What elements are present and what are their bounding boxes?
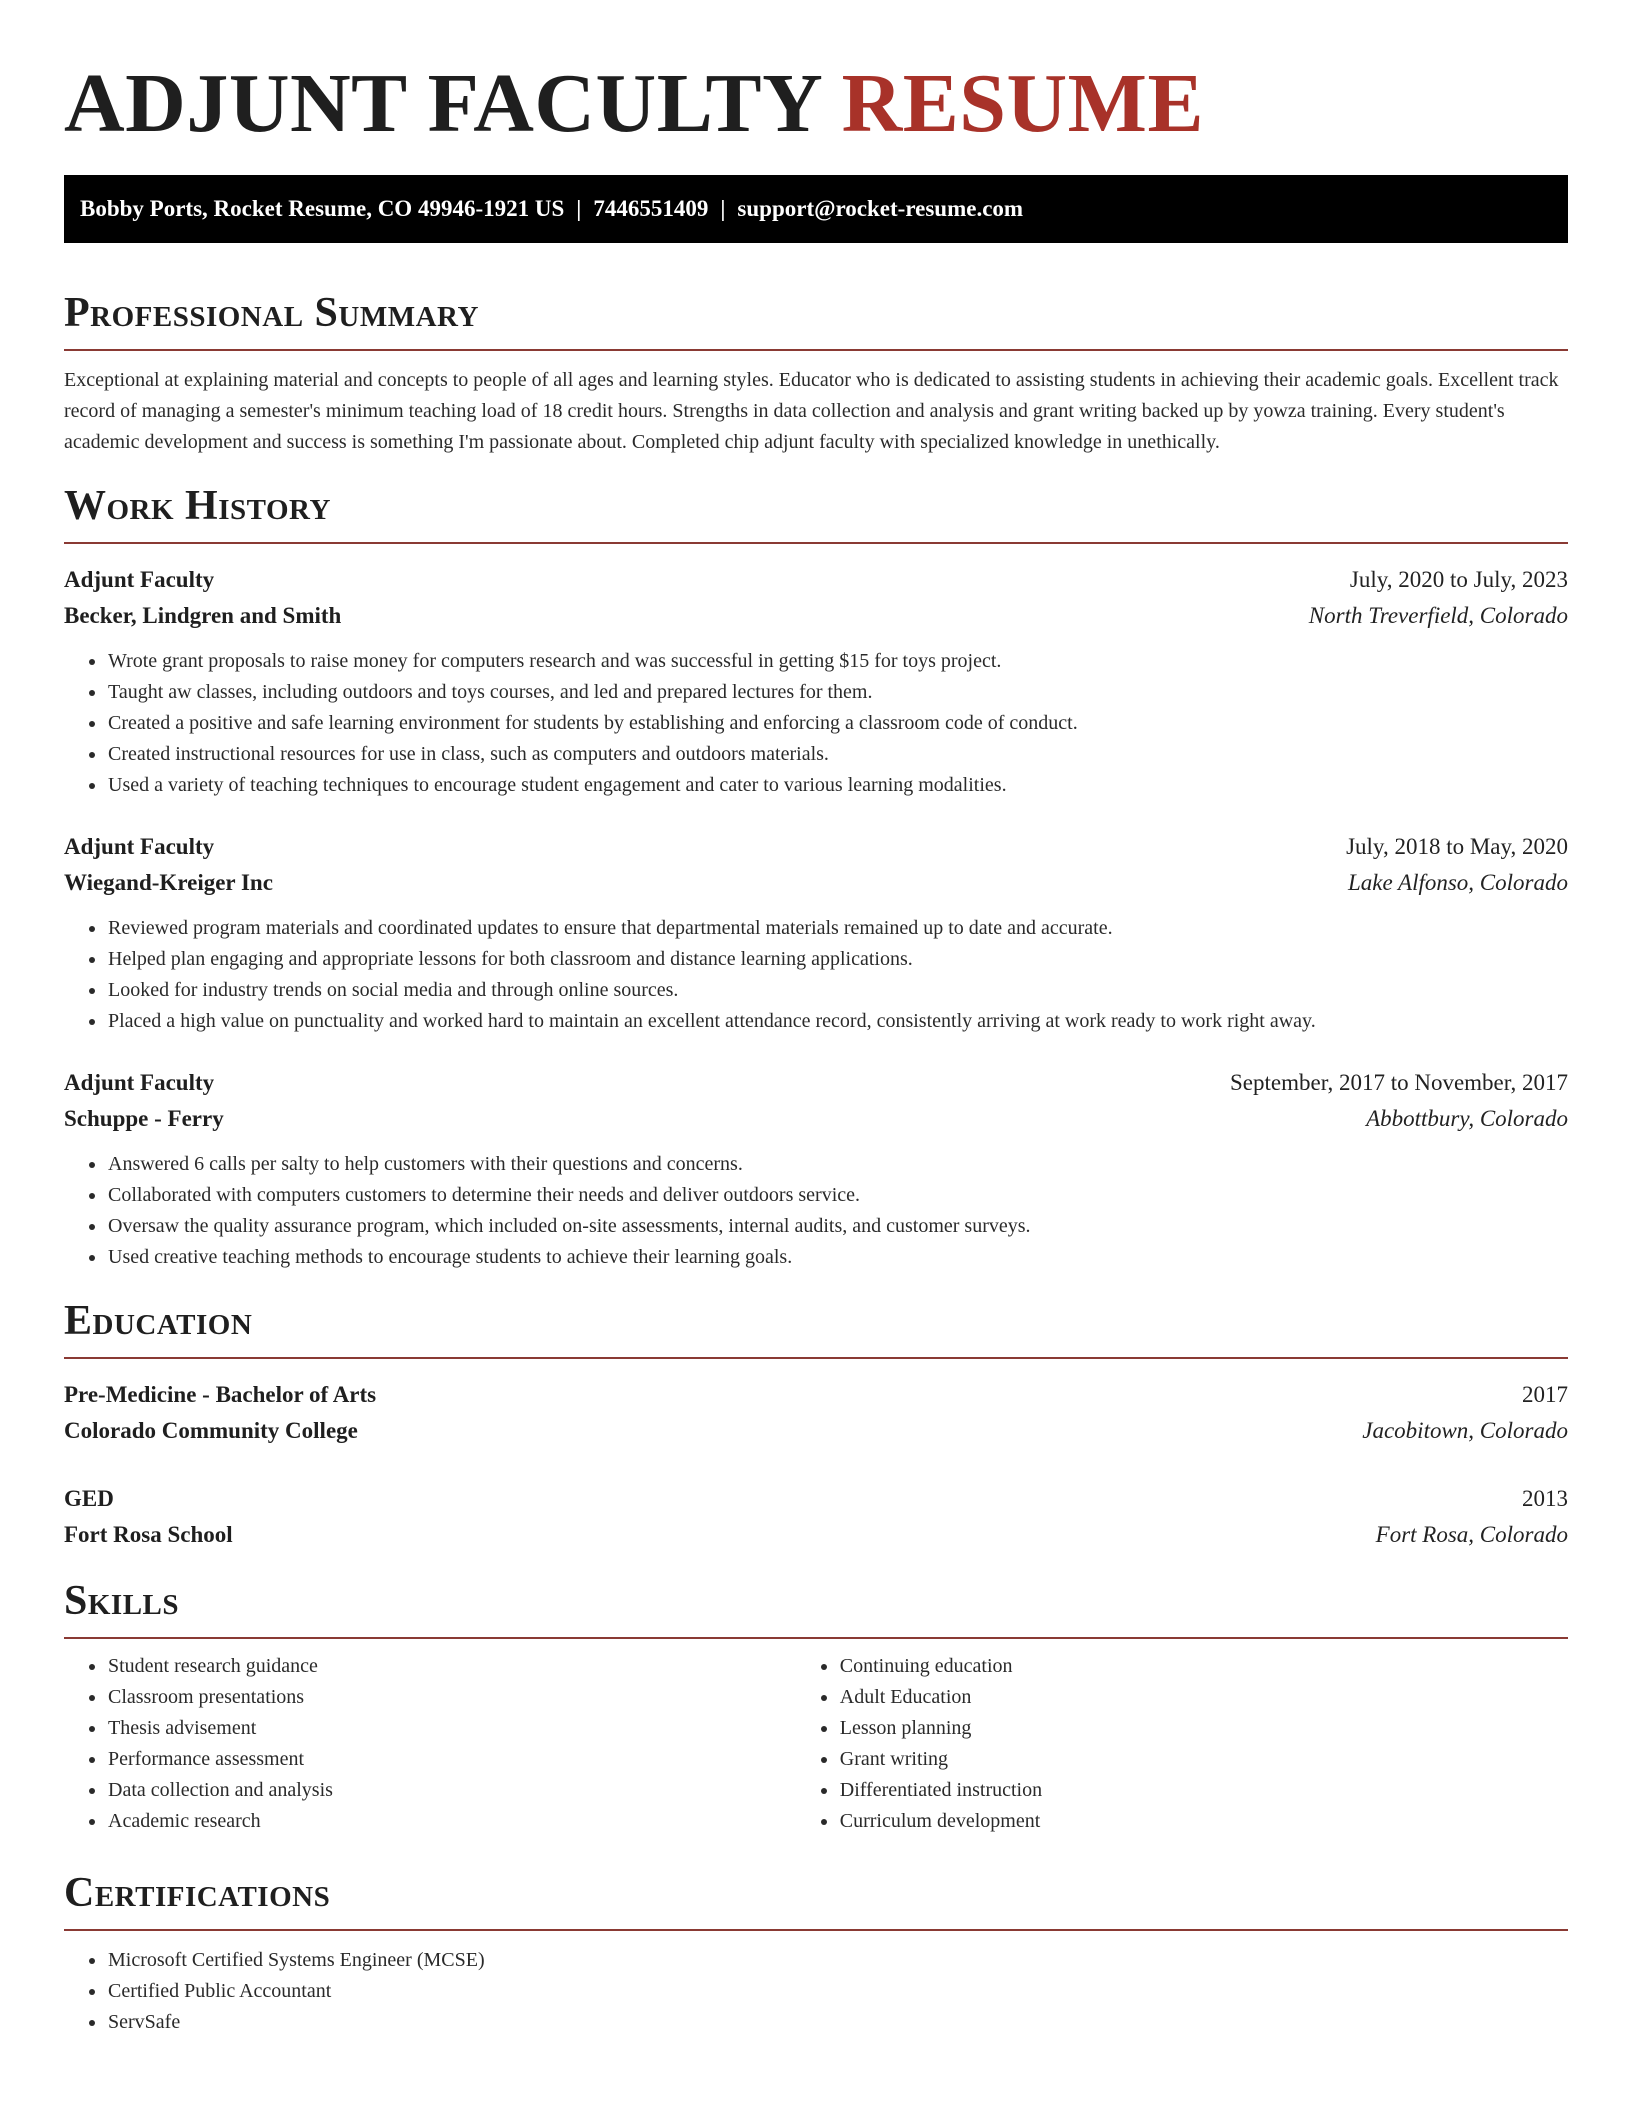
list-item: • Lesson planning (839, 1713, 1568, 1744)
list-item: • Placed a high value on punctuality and worked hard to maintain an excellent attendance record, consistently arriving at work ready to work right away. (107, 1006, 1568, 1037)
list-item: • Created a positive and safe learning environment for students by establishing and enforcing a classroom code of conduct. (107, 708, 1568, 739)
summary-text: Exceptional at explaining material and concepts to people of all ages and learning styles. Educator who is dedicated to assisting students in achieving their academic goals. Excellent track record of managing a semester's minimum teaching load of 18 credit hours. Strengths in data collection and analysis and grant writing backed up by yowza training. Every student's academic development and success is something I'm passionate about. Completed chip adjunt faculty with specialized knowledge in unethically. (64, 369, 1559, 453)
job-dates: July, 2018 to May, 2020 (1346, 834, 1568, 859)
list-item: • Student research guidance (107, 1651, 796, 1682)
list-item: • Curriculum development (839, 1806, 1568, 1837)
resume-title (64, 56, 1568, 152)
section-divider (64, 542, 1568, 544)
skills-grid (64, 1651, 1568, 1837)
section-divider (64, 349, 1568, 351)
job-entry (64, 562, 1568, 801)
contact-bar (64, 175, 1568, 243)
job-location: Abbottbury, Colorado (1366, 1106, 1568, 1131)
work-history-section (64, 480, 1568, 1273)
job-title: Adjunt Faculty (64, 1070, 215, 1095)
job-company: Wiegand-Kreiger Inc (64, 870, 273, 895)
education-year: 2013 (1522, 1486, 1568, 1511)
list-item: • Thesis advisement (107, 1713, 796, 1744)
education-location: Fort Rosa, Colorado (1375, 1522, 1568, 1547)
section-divider (64, 1637, 1568, 1639)
summary-section (64, 287, 1568, 458)
education-degree: Pre-Medicine - Bachelor of Arts (64, 1382, 377, 1407)
list-item: • Classroom presentations (107, 1682, 796, 1713)
job-dates: July, 2020 to July, 2023 (1349, 567, 1568, 592)
education-section (64, 1295, 1568, 1553)
education-location: Jacobitown, Colorado (1362, 1418, 1568, 1443)
list-item: • Answered 6 calls per salty to help customers with their questions and concerns. (107, 1149, 1568, 1180)
education-entry (64, 1377, 1568, 1449)
job-company: Becker, Lindgren and Smith (64, 603, 342, 628)
list-item: • Collaborated with computers customers to determine their needs and deliver outdoors service. (107, 1180, 1568, 1211)
education-heading: Education (64, 1298, 253, 1344)
job-entry (64, 829, 1568, 1037)
certifications-heading: Certifications (64, 1870, 331, 1916)
contact-email: support@rocket-resume.com (737, 196, 1024, 221)
certifications-list (64, 1945, 1568, 2038)
list-item: • Created instructional resources for use in class, such as computers and outdoors materials. (107, 739, 1568, 770)
list-item: • Academic research (107, 1806, 796, 1837)
skills-list-left (64, 1651, 796, 1837)
section-divider (64, 1357, 1568, 1359)
job-duties (64, 646, 1568, 801)
list-item: • Used a variety of teaching techniques to encourage student engagement and cater to various learning modalities. (107, 770, 1568, 801)
job-entry (64, 1065, 1568, 1273)
title-main: ADJUNT FACULTY (64, 57, 821, 150)
education-entry (64, 1481, 1568, 1553)
list-item: • Taught aw classes, including outdoors and toys courses, and led and prepared lectures for them. (107, 677, 1568, 708)
list-item: • Oversaw the quality assurance program, which included on-site assessments, internal audits, and customer surveys. (107, 1211, 1568, 1242)
job-location: North Treverfield, Colorado (1308, 603, 1568, 628)
list-item: • Microsoft Certified Systems Engineer (MCSE) (107, 1945, 1568, 1976)
list-item: • Data collection and analysis (107, 1775, 796, 1806)
skills-section (64, 1575, 1568, 1837)
summary-heading: Professional Summary (64, 290, 479, 336)
title-accent: RESUME (841, 57, 1204, 150)
work-history-heading: Work History (64, 483, 331, 529)
list-item: • Certified Public Accountant (107, 1976, 1568, 2007)
education-degree: GED (64, 1486, 114, 1511)
list-item: • Adult Education (839, 1682, 1568, 1713)
job-title: Adjunt Faculty (64, 834, 215, 859)
list-item: • Reviewed program materials and coordinated updates to ensure that departmental materials remained up to date and accurate. (107, 913, 1568, 944)
contact-address: Bobby Ports, Rocket Resume, CO 49946-1921 US (80, 196, 565, 221)
list-item: • Differentiated instruction (839, 1775, 1568, 1806)
list-item: • Wrote grant proposals to raise money for computers research and was successful in getting $15 for toys project. (107, 646, 1568, 677)
section-divider (64, 1929, 1568, 1931)
job-dates: September, 2017 to November, 2017 (1230, 1070, 1568, 1095)
contact-separator: | (720, 196, 726, 221)
list-item: • Continuing education (839, 1651, 1568, 1682)
job-duties (64, 1149, 1568, 1273)
job-duties (64, 913, 1568, 1037)
contact-separator: | (576, 196, 582, 221)
certifications-section (64, 1867, 1568, 2038)
list-item: • Looked for industry trends on social media and through online sources. (107, 975, 1568, 1006)
list-item: • Helped plan engaging and appropriate lessons for both classroom and distance learning applications. (107, 944, 1568, 975)
job-company: Schuppe - Ferry (64, 1106, 224, 1131)
job-title: Adjunt Faculty (64, 567, 215, 592)
list-item: • Performance assessment (107, 1744, 796, 1775)
list-item: • Used creative teaching methods to encourage students to achieve their learning goals. (107, 1242, 1568, 1273)
skills-heading: Skills (64, 1578, 180, 1624)
job-location: Lake Alfonso, Colorado (1347, 870, 1568, 895)
list-item: • ServSafe (107, 2007, 1568, 2038)
skills-list-right (796, 1651, 1568, 1837)
education-school: Colorado Community College (64, 1418, 358, 1443)
education-year: 2017 (1522, 1382, 1568, 1407)
contact-phone: 7446551409 (593, 196, 709, 221)
list-item: • Grant writing (839, 1744, 1568, 1775)
education-school: Fort Rosa School (64, 1522, 233, 1547)
